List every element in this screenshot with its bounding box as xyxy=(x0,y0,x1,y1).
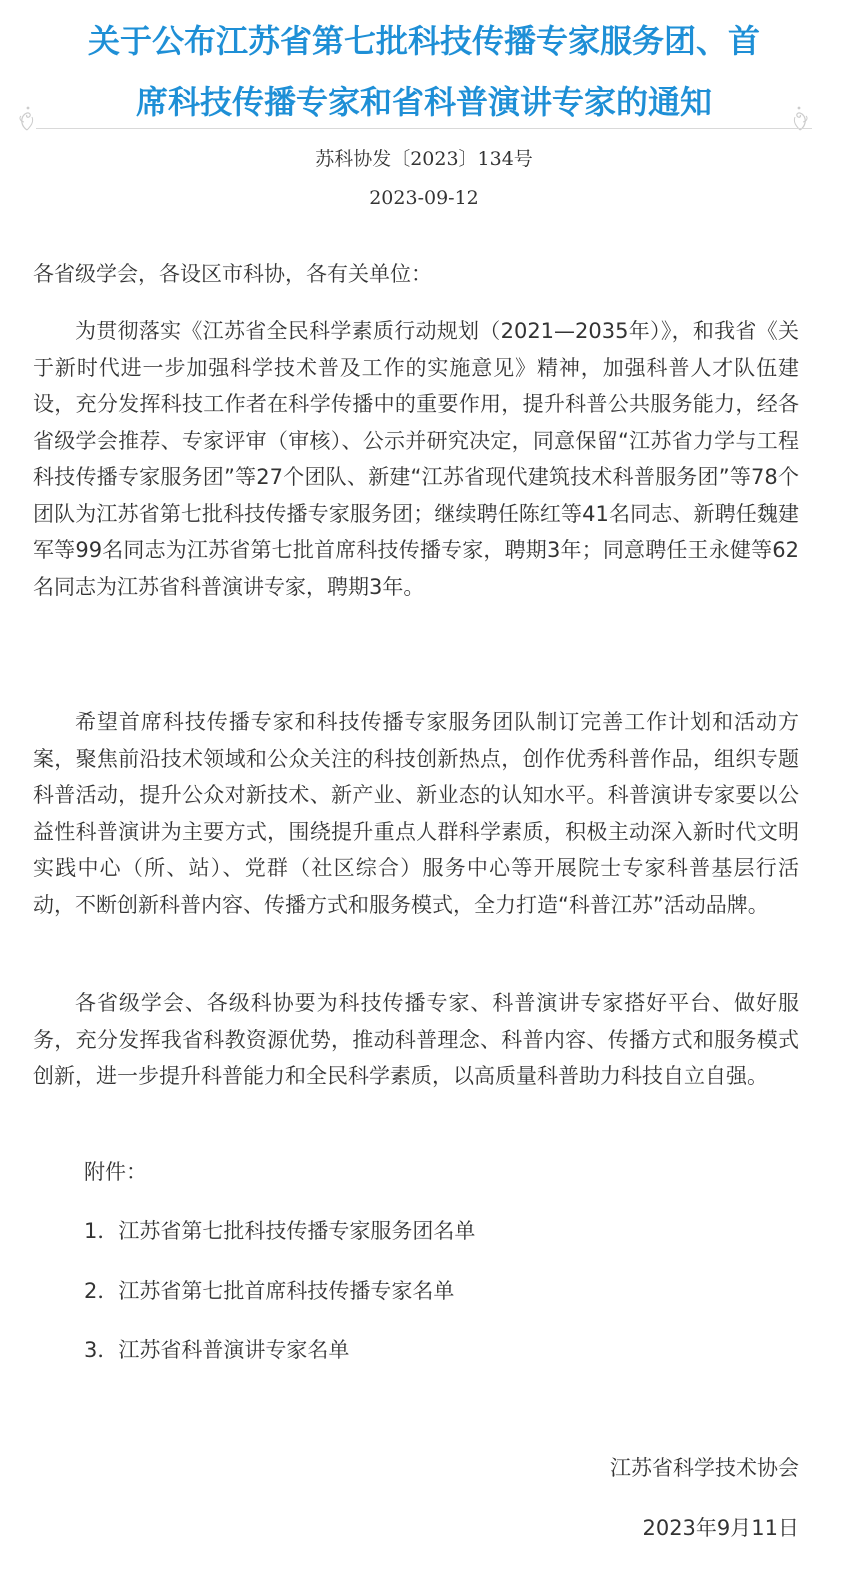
signature-date: 2023年9月11日 xyxy=(642,1516,799,1540)
attachment-item-2: 2．江苏省第七批首席科技传播专家名单 xyxy=(84,1279,455,1303)
attachment-item-1: 1．江苏省第七批科技传播专家服务团名单 xyxy=(84,1219,476,1243)
attachments-label: 附件： xyxy=(84,1160,147,1184)
publish-date: 2023-09-12 xyxy=(369,187,479,209)
salutation: 各省级学会，各设区市科协，各有关单位： xyxy=(33,262,432,286)
body-paragraph-3: 各省级学会、各级科协要为科技传播专家、科普演讲专家搭好平台、做好服务，充分发挥我省科教资源优势，推动科普理念、科普内容、传播方式和服务模式创新，进一步提升科普能力和全民科学素质，以高质量科普助力科技自立自强。 xyxy=(33,991,799,1088)
body-paragraph-2: 希望首席科技传播专家和科技传播专家服务团队制订完善工作计划和活动方案，聚焦前沿技术领域和公众关注的科技创新热点，创作优秀科普作品，组织专题科普活动，提升公众对新技术、新产业、新业态的认知水平。科普演讲专家要以公益性科普演讲为主要方式，围绕提升重点人群科学素质，积极主动深入新时代文明实践中心（所、站）、党群（社区综合）服务中心等开展院士专家科普基层行活动，不断创新科普内容、传播方式和服务模式，全力打造“科普江苏”活动品牌。 xyxy=(33,710,799,917)
article-title-line-2: 席科技传播专家和省科普演讲专家的通知 xyxy=(135,83,712,121)
attachment-item-3: 3．江苏省科普演讲专家名单 xyxy=(84,1338,350,1362)
title-divider xyxy=(36,128,812,129)
article-title-line-1: 关于公布江苏省第七批科技传播专家服务团、首 xyxy=(87,22,760,60)
signature-organization: 江苏省科学技术协会 xyxy=(610,1456,799,1480)
body-paragraph-1: 为贯彻落实《江苏省全民科学素质行动规划（2021—2035年）》，和我省《关于新时代进一步加强科学技术普及工作的实施意见》精神，加强科普人才队伍建设，充分发挥科技工作者在科学传播中的重要作用，提升科普公共服务能力，经各省级学会推荐、专家评审（审核）、公示并研究决定，同意保留“江苏省力学与工程科技传播专家服务团”等27个团队、新建“江苏省现代建筑技术科普服务团”等78个团队为江苏省第七批科技传播专家服务团；继续聘任陈红等41名同志、新聘任魏建军等99名同志为江苏省第七批首席科技传播专家，聘期3年；同意聘任王永健等62名同志为江苏省科普演讲专家，聘期3年。 xyxy=(33,319,799,599)
document-number: 苏科协发〔2023〕134号 xyxy=(315,148,533,170)
floral-ornament-icon xyxy=(17,104,37,132)
